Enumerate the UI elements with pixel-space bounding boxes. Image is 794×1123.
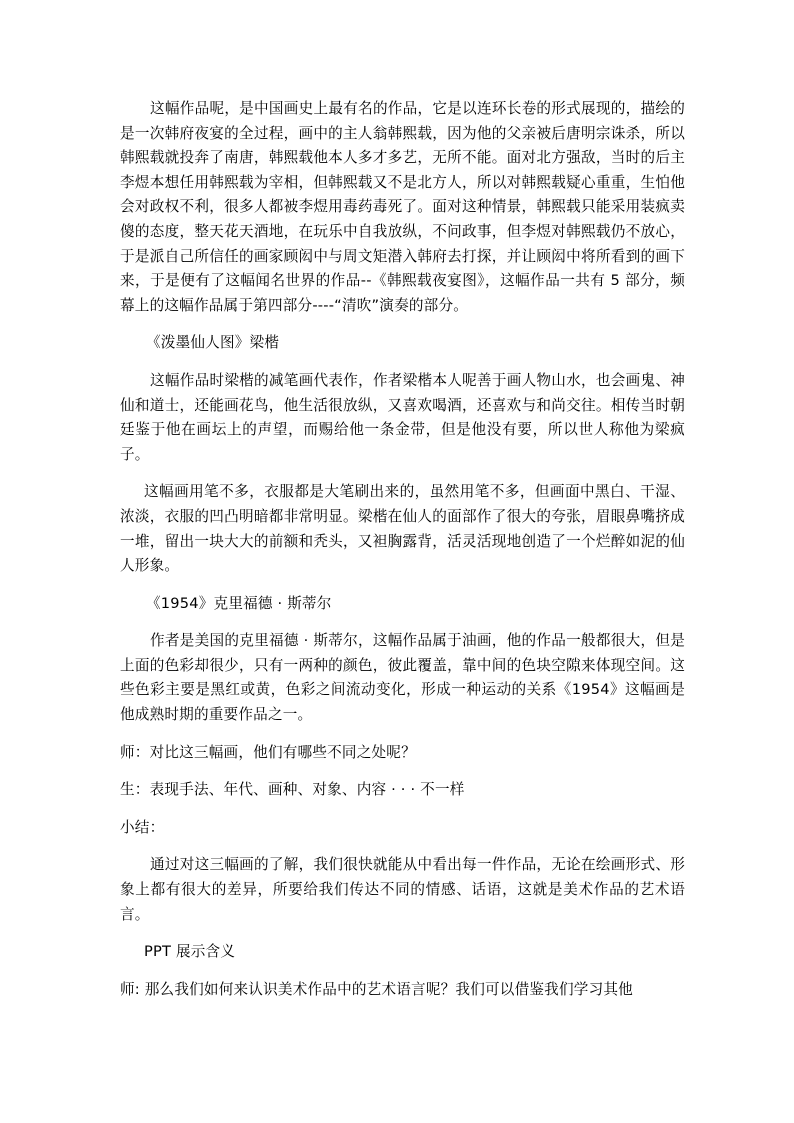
paragraph-summary: 通过对这三幅画的了解，我们很快就能从中看出每一件作品，无论在绘画形式、形象上都有很大的差异，所要给我们传达不同的情感、话语，这就是美术作品的艺术语言。: [120, 856, 685, 923]
ppt-display-note: PPT 展示含义: [144, 943, 236, 961]
paragraph-han-xizai-intro: 这幅作品呢，是中国画史上最有名的作品，它是以连环长卷的形式展现的，描绘的是一次韩府夜宴的全过程，画中的主人翁韩熙载，因为他的父亲被后唐明宗诛杀，所以韩熙载就投奔了南唐，韩熙载他本人多才多艺，无所不能。面对北方强敌，当时的后主李煜本想任用韩熙载为宰相，但韩熙载又不是北方人，所以对韩熙载疑心重重，生怕他会对政权不利，很多人都被李煜用毒药毒死了。面对这种情景，韩熙载只能采用装疯卖傻的态度，整天花天酒地，在玩乐中自我放纵，不问政事，但李煜对韩熙载仍不放心，于是派自己所信任的画家顾闳中与周文矩潜入韩府去打探，并让顾闳中将所看到的画下来，于是便有了这幅闻名世界的作品--《韩熙载夜宴图》，这幅作品一共有 5 部分，频幕上的这幅作品属于第四部分----“清吹”演奏的部分。: [120, 100, 685, 314]
student-answer: 生：表现手法、年代、画种、对象、内容 · · · 不一样: [120, 781, 465, 799]
summary-label: 小结：: [120, 818, 165, 836]
document-body: [120, 97, 685, 1002]
heading-1954-still: 《1954》克里福德 · 斯蒂尔: [146, 594, 332, 612]
heading-pomo-xianren: 《泼墨仙人图》梁楷: [146, 334, 280, 352]
teacher-question: 师：对比这三幅画，他们有哪些不同之处呢？: [120, 743, 416, 761]
paragraph-pomo-analysis: 这幅画用笔不多，衣服都是大笔刷出来的，虽然用笔不多，但画面中黑白、干湿、浓淡，衣服的凹凸明暗都非常明显。梁楷在仙人的面部作了很大的夸张，眉眼鼻嘴挤成一堆，留出一块大大的前额和秃头，又袒胸露背，活灵活现地创造了一个烂醉如泥的仙人形象。: [120, 483, 685, 575]
paragraph-still-bio: 作者是美国的克里福德 · 斯蒂尔，这幅作品属于油画，他的作品一般都很大，但是上面的色彩却很少，只有一两种的颜色，彼此覆盖，靠中间的色块空隙来体现空间。这些色彩主要是黑红或黄，色彩之间流动变化，形成一种运动的关系《1954》这幅画是他成熟时期的重要作品之一。: [120, 632, 685, 724]
paragraph-liang-kai-bio: 这幅作品时梁楷的减笔画代表作，作者梁楷本人呢善于画人物山水，也会画鬼、神仙和道士，还能画花鸟，他生活很放纵，又喜欢喝酒，还喜欢与和尚交往。相传当时朝廷鉴于他在画坛上的声望，而赐给他一条金带，但是他没有要，所以世人称他为梁疯子。: [120, 371, 685, 463]
teacher-followup: 师: 那么我们如何来认识美术作品中的艺术语言呢？我们可以借鉴我们学习其他: [120, 980, 633, 998]
